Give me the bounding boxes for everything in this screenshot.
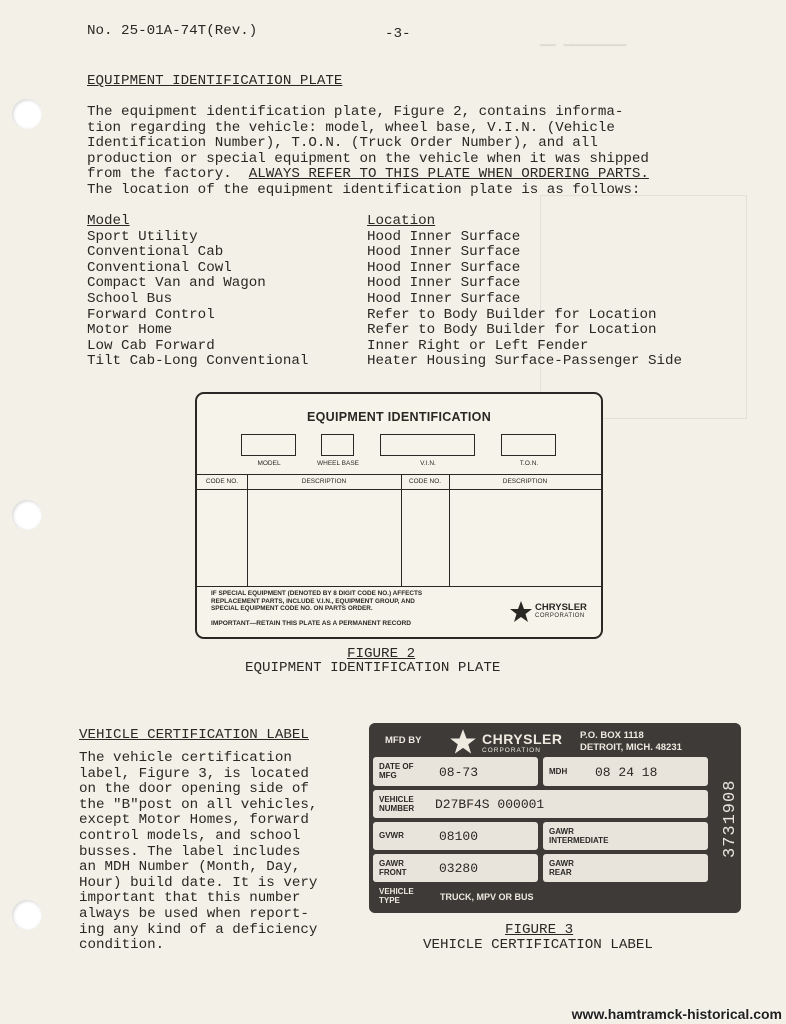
model-cell: Motor Home (87, 322, 173, 339)
ton-box (501, 434, 556, 456)
brand-sub: CORPORATION (535, 613, 585, 619)
plate-title: EQUIPMENT IDENTIFICATION (306, 410, 492, 424)
note-line: IF SPECIAL EQUIPMENT (DENOTED BY 8 DIGIT CODE NO.) AFFECTS (211, 590, 423, 597)
equipment-plate-paragraph (87, 105, 649, 199)
model-column (87, 214, 308, 370)
figure-3-caption: FIGURE 3 (505, 922, 574, 938)
punch-hole (12, 99, 42, 129)
model-cell: Conventional Cowl (87, 259, 232, 276)
vehicle-type-label: VEHICLE TYPE (379, 887, 414, 905)
brand-name: CHRYSLER (535, 602, 587, 613)
table-header: CODE NO. (205, 478, 239, 485)
model-column-header: Model (87, 213, 130, 229)
label-brand-sub: CORPORATION (482, 747, 541, 754)
mfd-by-label: MFD BY (385, 735, 422, 746)
table-header: CODE NO. (408, 478, 442, 485)
table-header-row (197, 475, 601, 490)
address-line: P.O. BOX 1118 (580, 730, 644, 741)
location-cell: Refer to Body Builder for Location (367, 322, 657, 339)
paragraph-line: label, Figure 3, is located (79, 765, 309, 782)
figure-2-title: EQUIPMENT IDENTIFICATION PLATE (245, 660, 501, 676)
paragraph-line: important that this number (79, 890, 301, 907)
vin-box-label: V.I.N. (420, 460, 436, 467)
field-value: 08100 (439, 829, 479, 844)
field-value: 03280 (439, 861, 479, 876)
paragraph-line: condition. (79, 937, 165, 954)
paragraph-line: Identification Number), T.O.N. (Truck Order Number), and all (87, 135, 598, 152)
gawr-rear-cell (543, 854, 708, 882)
document-number: No. 25-01A-74T(Rev.) (87, 23, 258, 39)
table-header: DESCRIPTION (502, 478, 548, 485)
gvwr-cell (373, 822, 538, 850)
paragraph-line: production or special equipment on the vehicle when it was shipped (87, 150, 649, 167)
figure-3-title: VEHICLE CERTIFICATION LABEL (423, 937, 653, 953)
paragraph-line: ing any kind of a deficiency (79, 921, 318, 938)
paragraph-line: control models, and school (79, 827, 301, 844)
location-cell: Heater Housing Surface-Passenger Side (367, 353, 683, 370)
model-cell: Conventional Cab (87, 244, 224, 261)
paragraph-line: Hour) build date. It is very (79, 874, 318, 891)
wheel-base-box-label: WHEEL BASE (316, 460, 360, 467)
table-divider (401, 475, 402, 586)
field-label: GAWR INTERMEDIATE (549, 827, 609, 845)
table-header: DESCRIPTION (301, 478, 347, 485)
paragraph-line: an MDH Number (Month, Day, (79, 859, 301, 876)
model-cell: School Bus (87, 290, 173, 307)
model-cell: Forward Control (87, 306, 215, 323)
field-value: 08-73 (439, 765, 479, 780)
field-label: GAWR REAR (549, 859, 574, 877)
paragraph-text: from the factory. (87, 166, 249, 183)
equipment-identification-plate (195, 392, 603, 639)
ton-box-label: T.O.N. (519, 460, 539, 467)
location-column (367, 214, 682, 370)
source-url: www.hamtramck-historical.com (571, 1006, 782, 1022)
field-value: 08 24 18 (595, 765, 658, 780)
model-cell: Sport Utility (87, 228, 198, 245)
field-label: GAWR FRONT (379, 859, 407, 877)
punch-hole (12, 500, 42, 530)
model-box (241, 434, 296, 456)
paragraph-line: The equipment identification plate, Figure 2, contains informa- (87, 104, 624, 120)
model-cell: Tilt Cab-Long Conventional (87, 353, 309, 370)
date-of-mfg-cell (373, 757, 538, 786)
gawr-intermediate-cell (543, 822, 708, 850)
serial-number: 3731908 (721, 779, 740, 858)
figure-2-caption: FIGURE 2 (347, 646, 416, 662)
note-line: REPLACEMENT PARTS, INCLUDE V.I.N., EQUIPMENT GROUP, AND (211, 597, 415, 605)
paragraph-line: the "B"post on all vehicles, (79, 796, 318, 813)
pentastar-logo-icon (449, 728, 477, 756)
table-divider (449, 475, 450, 586)
table-divider (247, 475, 248, 586)
mdh-cell (543, 757, 708, 786)
location-cell: Hood Inner Surface (367, 275, 521, 292)
paragraph-line (87, 167, 649, 183)
vin-box (380, 434, 475, 456)
model-box-label: MODEL (257, 460, 281, 467)
plate-brand (535, 602, 587, 619)
paragraph-line: on the door opening side of (79, 781, 309, 798)
location-cell: Hood Inner Surface (367, 228, 521, 245)
field-label: DATE OF MFG (379, 762, 414, 780)
location-cell: Hood Inner Surface (367, 290, 521, 307)
model-cell: Compact Van and Wagon (87, 275, 266, 292)
model-cell: Low Cab Forward (87, 337, 215, 354)
equipment-code-table (197, 474, 601, 587)
punch-hole (12, 900, 42, 930)
plate-important-note: IMPORTANT—RETAIN THIS PLATE AS A PERMANENT RECORD (211, 620, 412, 627)
pentastar-logo-icon (509, 600, 533, 624)
address-line: DETROIT, MICH. 48231 (580, 742, 682, 753)
paragraph-line: The vehicle certification (79, 750, 292, 766)
paragraph-line: always be used when report- (79, 905, 309, 922)
location-cell: Hood Inner Surface (367, 244, 521, 261)
vehicle-type-value: TRUCK, MPV OR BUS (440, 892, 534, 902)
plate-note (211, 590, 422, 613)
field-label: MDH (549, 767, 568, 776)
location-cell: Refer to Body Builder for Location (367, 306, 657, 323)
field-label: GVWR (379, 831, 404, 840)
label-brand: CHRYSLER (482, 731, 563, 747)
note-line: SPECIAL EQUIPMENT CODE NO. ON PARTS ORDER. (211, 605, 373, 613)
section-heading-equipment-plate: EQUIPMENT IDENTIFICATION PLATE (87, 73, 343, 89)
wheel-base-box (321, 434, 354, 456)
bleed-through: ▁▁ ▁▁▁▁▁▁▁▁ (540, 32, 627, 47)
field-label: VEHICLE NUMBER (379, 795, 415, 813)
field-value: D27BF4S 000001 (435, 797, 545, 812)
location-column-header: Location (367, 213, 436, 229)
paragraph-line: busses. The label includes (79, 843, 301, 860)
gawr-front-cell (373, 854, 538, 882)
paragraph-line: except Motor Homes, forward (79, 812, 309, 829)
vehicle-certification-label (369, 723, 741, 913)
page-number: -3- (385, 26, 411, 42)
paragraph-line: tion regarding the vehicle: model, wheel base, V.I.N. (Vehicle (87, 119, 615, 136)
emphasis-text: ALWAYS REFER TO THIS PLATE WHEN ORDERING PARTS. (248, 166, 649, 183)
paragraph-line: The location of the equipment identification plate is as follows: (87, 181, 641, 198)
section-heading-certification-label: VEHICLE CERTIFICATION LABEL (79, 727, 309, 743)
certification-label-paragraph (79, 751, 317, 954)
vehicle-number-cell (373, 790, 708, 818)
location-cell: Inner Right or Left Fender (367, 337, 589, 354)
location-cell: Hood Inner Surface (367, 259, 521, 276)
